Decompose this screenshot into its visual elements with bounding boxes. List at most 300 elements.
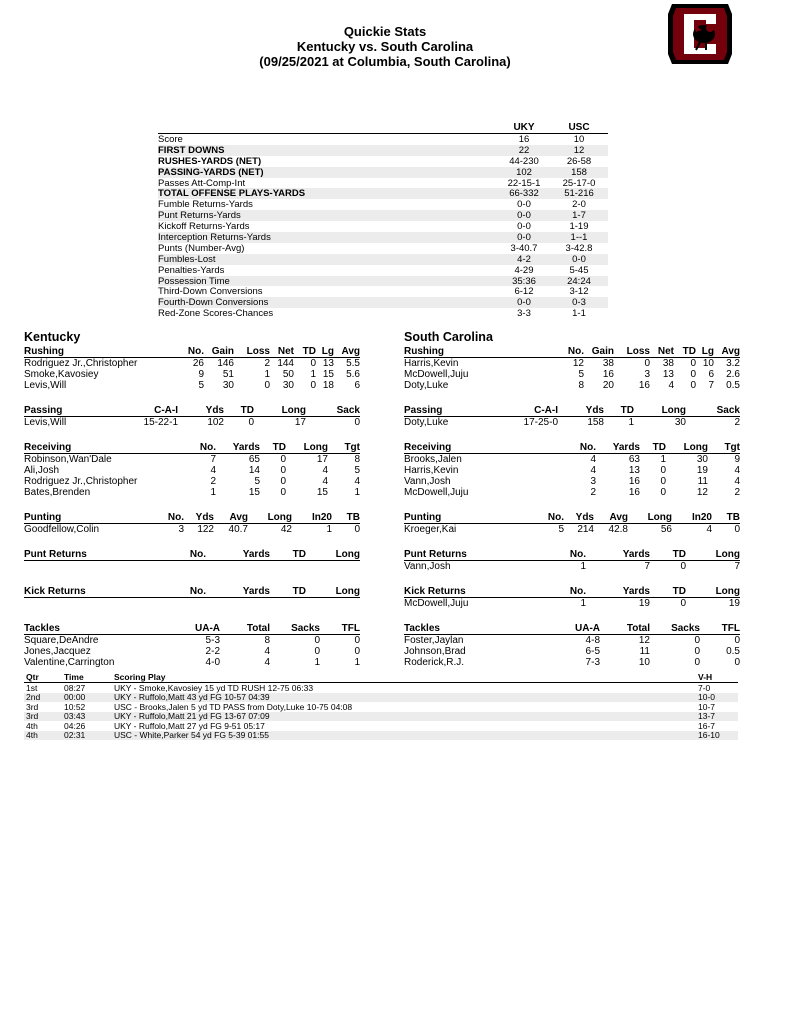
stat-row [24,454,360,465]
stat-value: 16 [628,487,640,498]
stat-row [404,476,740,487]
column-header: No. [579,442,596,453]
scoring-time: 00:00 [64,692,86,703]
summary-label: PASSING-YARDS (NET) [158,166,264,178]
stat-value: 1 [326,524,332,535]
stat-value: 4 [734,465,740,476]
stat-row [24,487,360,498]
stat-value: 158 [587,417,604,428]
stat-value: 7-3 [585,657,600,668]
stat-value: 0 [280,454,286,465]
team-name: South Carolina [404,330,493,344]
punting-section [24,512,360,535]
summary-usc: 5-45 [569,264,589,276]
stat-value: 50 [282,369,294,380]
column-header: TD [272,442,286,453]
column-header: Passing [404,405,443,416]
stat-value: 38 [602,358,614,369]
punt-returns-section [404,549,740,572]
summary-col-usc: USC [568,122,590,133]
stat-value: 65 [248,454,260,465]
stat-value: 1 [580,598,586,609]
stat-value: 0 [694,657,700,668]
scoring-time: 10:52 [64,701,86,712]
stat-value: 9 [198,369,204,380]
stat-value: 11 [639,646,650,657]
stat-value: 2 [210,476,216,487]
stat-value: 5-3 [205,635,220,646]
scoring-score: 16-10 [698,730,720,741]
stat-value: 0 [314,635,320,646]
summary-col-uky: UKY [513,122,535,133]
stat-row [404,369,740,380]
column-header: Yds [585,405,604,416]
receiving-section [404,442,740,498]
column-header: Long [335,586,360,597]
stat-row [24,657,360,668]
tackles-header [404,623,740,635]
player-name: Vann,Josh [404,476,451,487]
summary-label: Passes Att-Comp-Int [158,177,246,189]
summary-uky: 0-0 [517,297,531,309]
summary-uky: 102 [516,166,532,178]
stat-value: 1 [314,657,320,668]
column-header: Tgt [344,442,360,453]
summary-uky: 3-40.7 [510,242,538,254]
column-header: Net [277,346,294,357]
punt-returns-header [404,549,740,561]
stat-value: 7 [210,454,216,465]
stat-value: 0 [310,358,316,369]
summary-row [158,308,608,319]
team-name: Kentucky [24,330,81,344]
player-name: Robinson,Wan'Dale [24,454,112,465]
summary-label: Fumbles-Lost [158,253,216,265]
stat-value: 1 [660,454,666,465]
report-title: Quickie Stats [343,24,427,39]
stat-row [404,646,740,657]
scoring-quarter: 3rd [26,711,39,722]
stat-value: 0 [734,657,740,668]
stat-value: 4 [734,476,740,487]
stat-value: 0 [690,380,696,391]
stat-value: 1 [310,369,316,380]
summary-usc: 10 [573,133,585,145]
column-header: No. [167,512,184,523]
player-name: McDowell,Juju [404,369,469,380]
column-header: Passing [24,405,63,416]
column-header: Avg [341,346,360,357]
stat-row [24,380,360,391]
scoring-quarter: 2nd [26,692,41,703]
scoring-time: 04:26 [64,720,86,731]
column-header: No. [189,549,206,560]
receiving-header [404,442,740,454]
column-header: Rushing [24,346,64,357]
player-name: Foster,Jaylan [404,635,464,646]
summary-row [158,134,608,145]
stat-value: 16 [602,369,614,380]
scoring-play: UKY - Smoke,Kavosiey 15 yd TD RUSH 12-75 06:33 [114,682,314,693]
summary-uky: 0-0 [517,231,531,243]
stat-value: 214 [577,524,594,535]
summary-row [158,243,608,254]
scoring-score: 16-7 [698,720,716,731]
column-header: C-A-I [154,405,178,416]
column-header: TD [672,549,686,560]
summary-row [158,221,608,232]
player-name: Doty,Luke [404,380,449,391]
stat-value: 19 [696,465,708,476]
stat-value: 6 [354,380,360,391]
column-header: TD [240,405,254,416]
column-header: Rushing [404,346,444,357]
stat-value: 4-8 [585,635,600,646]
stat-value: 0 [280,465,286,476]
stat-value: 15 [322,369,334,380]
stat-value: 4 [264,657,270,668]
stat-value: 4 [668,380,674,391]
scoring-row [24,721,738,731]
scoring-play: UKY - Ruffolo,Matt 43 yd FG 10-57 04:39 [114,692,270,703]
player-name: Rodriguez Jr.,Christopher [24,358,138,369]
stat-value: 8 [354,454,360,465]
summary-usc: 2-0 [572,199,586,211]
column-header: Long [661,405,686,416]
stat-value: 144 [277,358,294,369]
stat-value: 2.6 [726,369,740,380]
stat-value: 19 [728,598,740,609]
column-header: Total [246,623,270,634]
summary-row [158,254,608,265]
stat-value: 5 [198,380,204,391]
column-header: UA-A [575,623,600,634]
stat-value: 11 [697,476,708,487]
gamecock-logo [666,2,734,66]
summary-uky: 44-230 [509,155,539,167]
player-name: Goodfellow,Colin [24,524,100,535]
stat-row [404,657,740,668]
column-header: Gain [211,346,234,357]
tackles-header [24,623,360,635]
stat-value: 12 [638,635,650,646]
summary-label: Fourth-Down Conversions [158,297,269,309]
stat-value: 0 [314,646,320,657]
stat-value: 0 [694,635,700,646]
tackles-section [24,623,360,668]
passing-section [24,405,360,428]
player-name: Vann,Josh [404,561,451,572]
player-name: Smoke,Kavosiey [24,369,99,380]
stat-row [24,646,360,657]
stat-value: 102 [207,417,224,428]
summary-usc: 3-42.8 [565,242,593,254]
stat-row [24,561,360,572]
summary-header [158,122,608,134]
kick-returns-section [24,586,360,609]
column-header: Avg [609,512,628,523]
column-header: Tgt [724,442,740,453]
scoring-score: 10-7 [698,701,716,712]
stat-row [24,465,360,476]
player-name: Square,DeAndre [24,635,99,646]
summary-row [158,167,608,178]
summary-usc: 1-19 [569,221,589,233]
stat-value: 0 [354,635,360,646]
summary-label: Interception Returns-Yards [158,231,271,243]
column-header: Lg [701,346,714,357]
scoring-row [24,683,738,693]
punting-section [404,512,740,535]
column-header: Yards [242,586,270,597]
stat-value: 0 [660,476,666,487]
stat-value: 30 [222,380,234,391]
summary-usc: 12 [573,144,585,156]
punt-returns-section [24,549,360,572]
stat-value: 8 [264,635,270,646]
stat-value: 3 [644,369,650,380]
stat-value: 15 [316,487,328,498]
column-header: Long [715,586,740,597]
punting-header [404,512,740,524]
column-header: Tackles [24,623,60,634]
stat-value: 0 [690,358,696,369]
stat-value: 2 [264,358,270,369]
stat-value: 10 [702,358,714,369]
stat-value: 0.5 [726,380,740,391]
stat-value: 5.5 [346,358,360,369]
summary-uky: 6-12 [514,286,534,298]
stat-value: 5.6 [346,369,360,380]
player-name: Rodriguez Jr.,Christopher [24,476,138,487]
stat-value: 4 [354,476,360,487]
stat-value: 2 [590,487,596,498]
column-header: Long [683,442,708,453]
column-header: No. [189,586,206,597]
stat-row [24,635,360,646]
column-header: Punt Returns [404,549,467,560]
scoring-score: 7-0 [698,682,711,693]
rushing-section [404,346,740,391]
passing-section [404,405,740,428]
column-header: Gain [591,346,614,357]
stat-value: 42.8 [608,524,628,535]
stat-value: 17-25-0 [523,417,558,428]
summary-row [158,286,608,297]
summary-usc: 158 [571,166,587,178]
summary-uky: 4-29 [514,264,534,276]
stat-value: 0 [310,380,316,391]
scoring-time: 08:27 [64,682,86,693]
player-name: Roderick,R.J. [404,657,465,668]
stat-value: 0 [354,524,360,535]
column-header: Long [715,549,740,560]
stat-row [24,369,360,380]
summary-uky: 0-0 [517,210,531,222]
summary-uky: 22-15-1 [507,177,541,189]
stat-value: 42 [280,524,292,535]
column-header: No. [187,346,204,357]
scoring-quarter: 3rd [26,701,39,712]
stat-value: 2 [734,487,740,498]
column-header: Lg [321,346,334,357]
stat-value: 1 [354,487,360,498]
column-header: TD [302,346,316,357]
column-header: Yards [612,442,640,453]
column-header: TD [620,405,634,416]
scoring-row [24,693,738,703]
summary-usc: 25-17-0 [562,177,596,189]
stat-row [24,417,360,428]
column-header: Yds [205,405,224,416]
column-header: TD [682,346,696,357]
scoring-summary [24,672,738,740]
column-header: Loss [626,346,650,357]
column-header: Kick Returns [404,586,466,597]
column-header: C-A-I [534,405,558,416]
column-header: Sacks [291,623,320,634]
column-header: Yards [622,586,650,597]
summary-row [158,145,608,156]
column-header: Long [335,549,360,560]
summary-label: Kickoff Returns-Yards [158,221,250,233]
column-header: Long [281,405,306,416]
stat-value: 4 [210,465,216,476]
stat-row [404,487,740,498]
column-header: Punt Returns [24,549,87,560]
stat-value: 13 [662,369,674,380]
column-header: Punting [24,512,62,523]
stat-value: 146 [217,358,234,369]
scoring-quarter: 1st [26,682,38,693]
summary-row [158,276,608,287]
stat-value: 13 [628,465,640,476]
column-header: Long [267,512,292,523]
player-name: Valentine,Carrington [24,657,115,668]
summary-row [158,178,608,189]
column-header: No. [569,586,586,597]
column-header: Avg [721,346,740,357]
stat-row [404,524,740,535]
column-header: TFL [341,623,360,634]
stat-value: 0 [660,465,666,476]
stat-row [404,380,740,391]
player-name: Bates,Brenden [24,487,91,498]
summary-usc: 1-1 [572,308,586,320]
team-south-carolina [404,330,740,668]
stat-value: 19 [638,598,650,609]
stat-value: 5 [354,465,360,476]
summary-label: RUSHES-YARDS (NET) [158,155,262,167]
rushing-section [24,346,360,391]
stat-value: 3.2 [726,358,740,369]
stat-value: 13 [322,358,334,369]
column-header: UA-A [195,623,220,634]
stat-value: 14 [248,465,260,476]
scoring-quarter: 4th [26,730,38,741]
column-header: TD [292,586,306,597]
summary-usc: 3-12 [569,286,589,298]
summary-uky: 22 [518,144,530,156]
summary-uky: 4-2 [517,253,531,265]
stat-value: 0 [660,487,666,498]
stat-value: 0.5 [726,646,740,657]
summary-label: FIRST DOWNS [158,144,225,156]
stat-value: 63 [628,454,640,465]
summary-label: Punt Returns-Yards [158,210,241,222]
stat-value: 5 [558,524,564,535]
column-header: No. [547,512,564,523]
scoring-time: 03:43 [64,711,86,722]
stat-value: 16 [638,380,650,391]
scoring-row [24,712,738,722]
receiving-section [24,442,360,498]
stat-value: 12 [572,358,584,369]
scoring-time: 02:31 [64,730,86,741]
stat-value: 16 [628,476,640,487]
column-header: Sacks [671,623,700,634]
stat-row [404,358,740,369]
stat-row [24,598,360,609]
summary-uky: 0-0 [517,199,531,211]
punting-header [24,512,360,524]
column-header: Long [303,442,328,453]
stat-value: 7 [708,380,714,391]
summary-usc: 24:24 [567,275,591,287]
summary-label: Third-Down Conversions [158,286,263,298]
stat-value: 0 [354,646,360,657]
column-header: No. [567,346,584,357]
player-name: Levis,Will [24,380,67,391]
kick-returns-header [404,586,740,598]
stat-value: 0 [690,369,696,380]
column-header: Yards [232,442,260,453]
stat-value: 0 [248,417,254,428]
stat-value: 8 [578,380,584,391]
stat-row [404,417,740,428]
stat-value: 1 [264,369,270,380]
punt-returns-header [24,549,360,561]
column-header: Total [626,623,650,634]
stat-value: 0 [264,380,270,391]
kick-returns-header [24,586,360,598]
stat-value: 5 [254,476,260,487]
column-header: Receiving [24,442,72,453]
stat-value: 0 [680,598,686,609]
summary-row [158,297,608,308]
stat-value: 4 [590,465,596,476]
summary-usc: 0-3 [572,297,586,309]
stat-value: 4-0 [205,657,220,668]
stat-row [404,635,740,646]
stat-value: 15 [248,487,260,498]
stat-value: 0 [354,417,360,428]
stat-row [404,561,740,572]
column-header: TB [346,512,360,523]
column-header: In20 [691,512,712,523]
player-name: Harris,Kevin [404,358,459,369]
date-location: (09/25/2021 at Columbia, South Carolina) [259,54,511,69]
stat-value: 10 [638,657,650,668]
stat-value: 7 [644,561,650,572]
stat-value: 30 [282,380,294,391]
column-header: Sack [336,405,360,416]
column-header: Kick Returns [24,586,86,597]
passing-header [24,405,360,417]
team-summary-table [158,122,608,319]
summary-label: TOTAL OFFENSE PLAYS-YARDS [158,188,306,200]
stat-value: 6 [708,369,714,380]
